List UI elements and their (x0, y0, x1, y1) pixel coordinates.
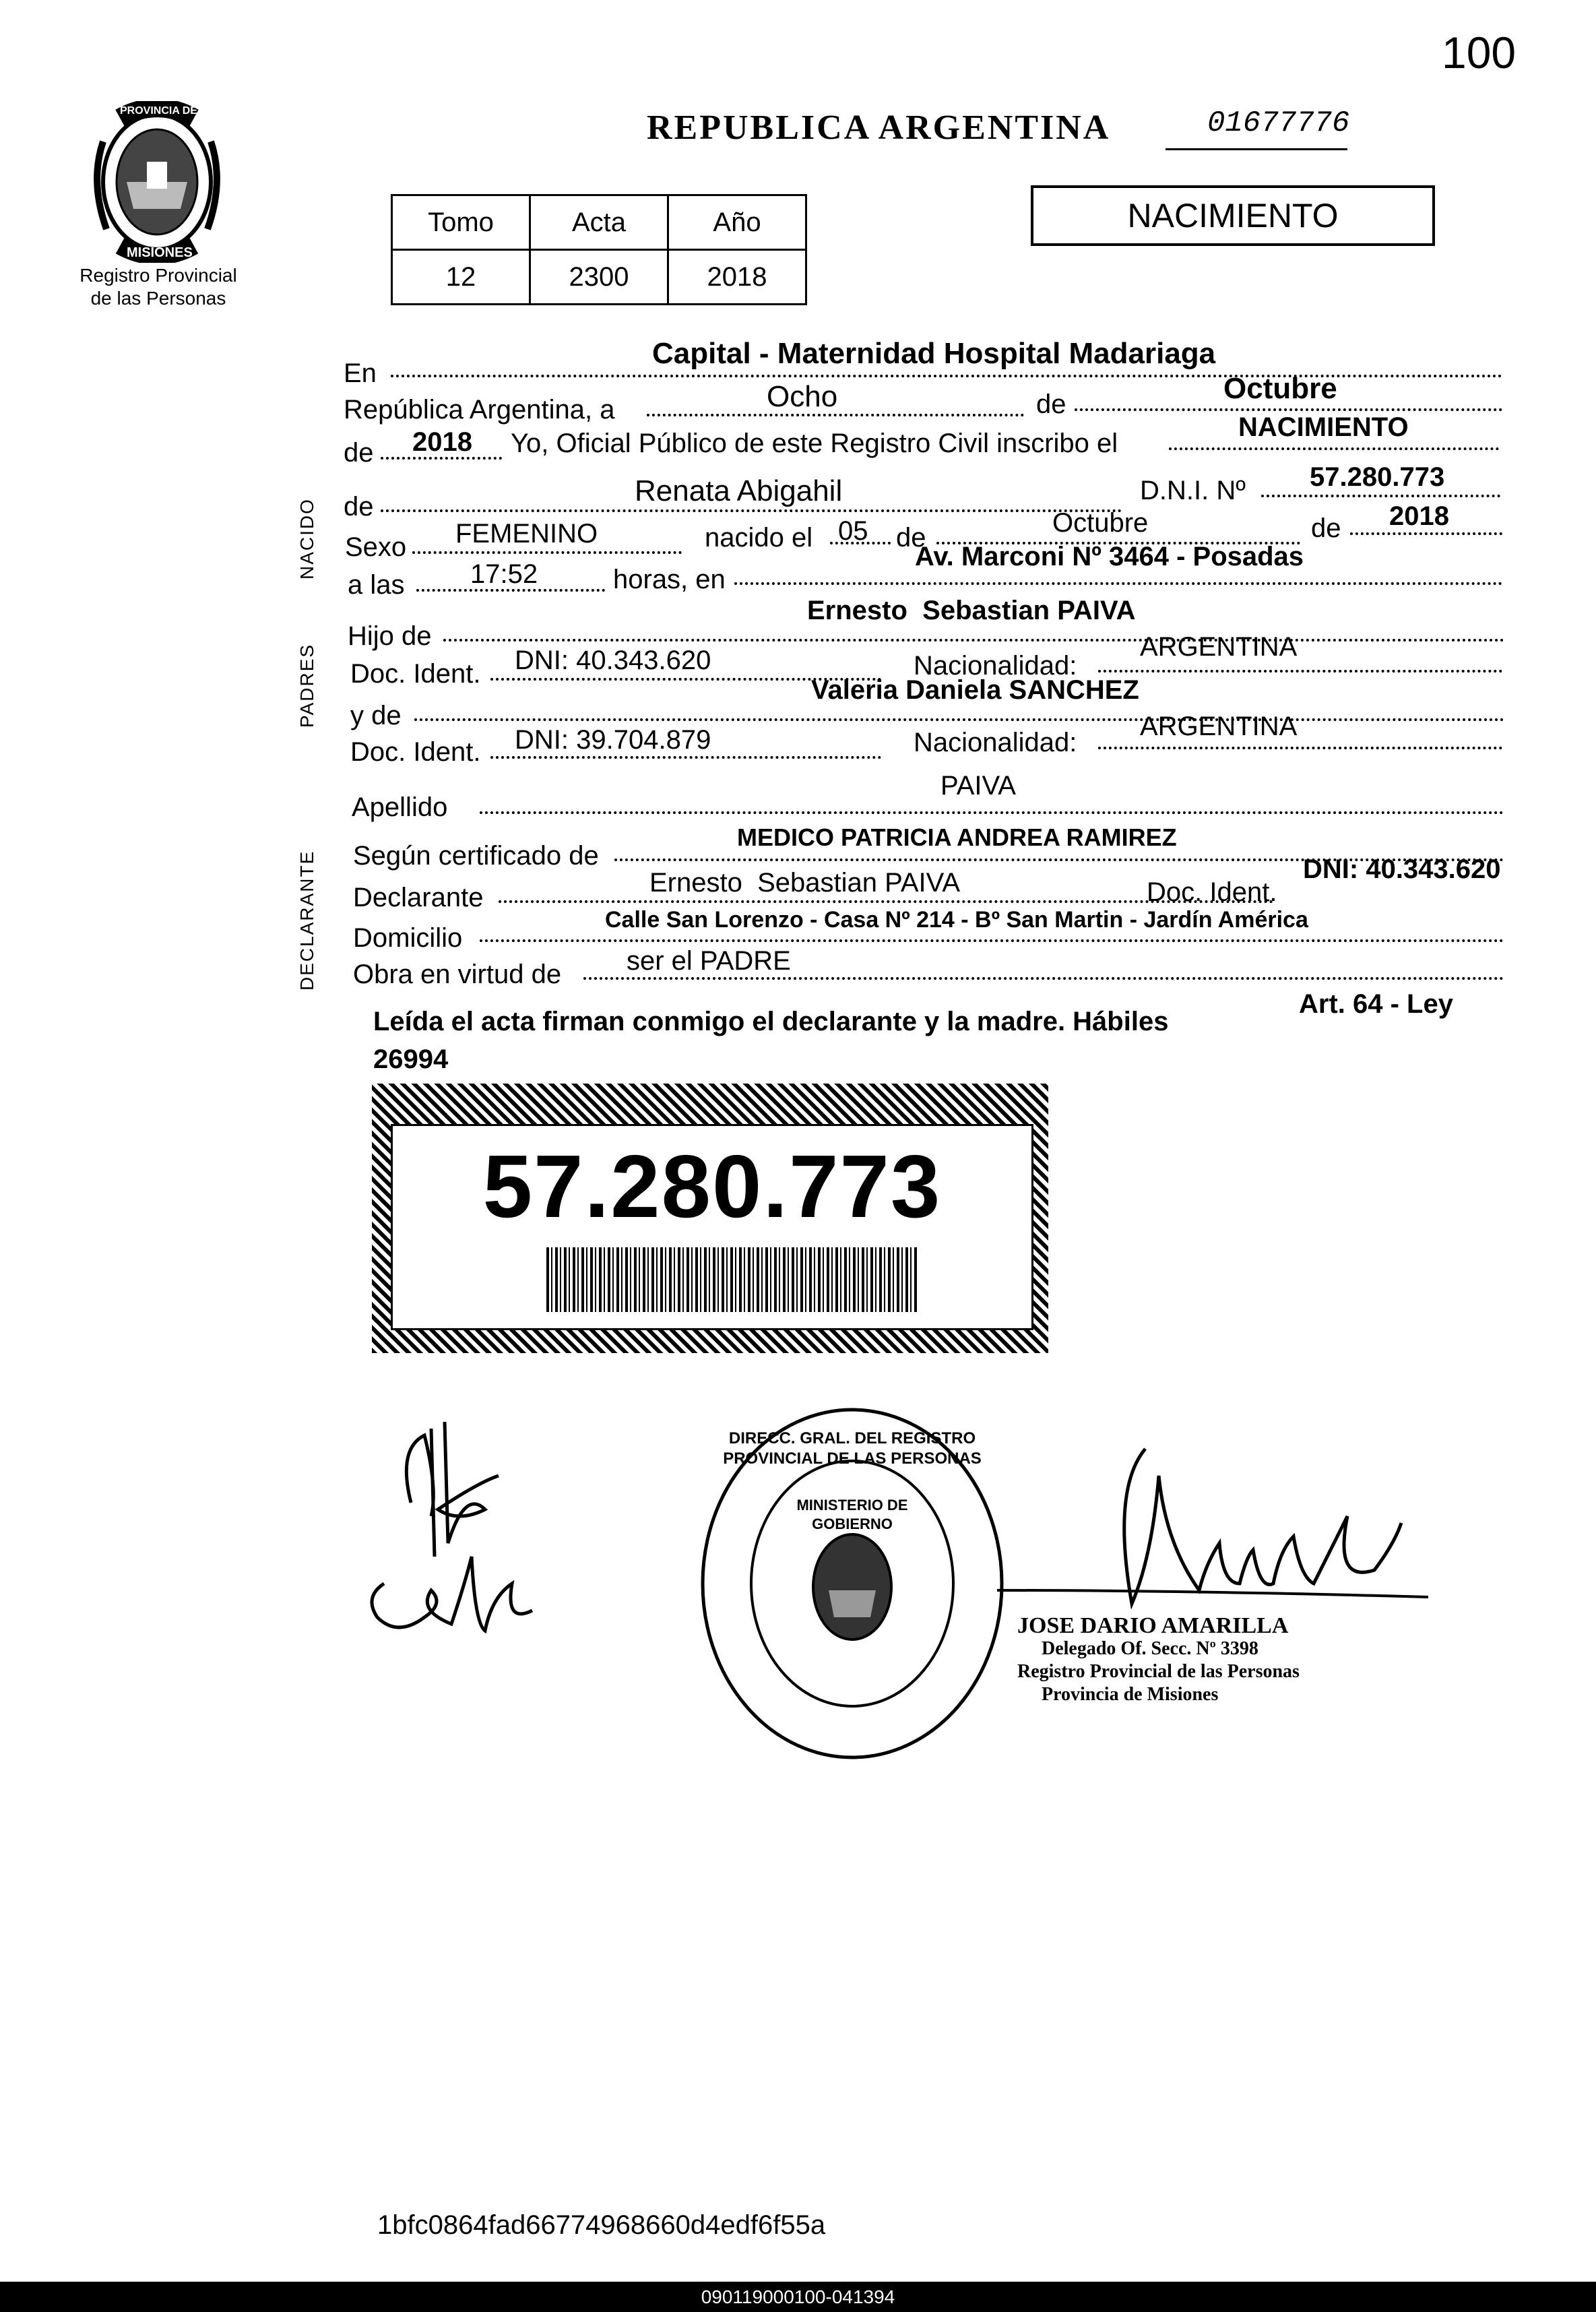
signature-mother (357, 1543, 559, 1654)
name-de-label: de (344, 492, 374, 522)
year-de-label: de (344, 438, 374, 468)
registry-name-line1: Registro Provincial (79, 265, 237, 286)
side-label-declarante: DECLARANTE (296, 850, 317, 991)
birth-place: Av. Marconi Nº 3464 - Posadas (915, 542, 1304, 571)
certificado-value: MEDICO PATRICIA ANDREA RAMIREZ (737, 823, 1177, 851)
anio-header: Año (668, 195, 806, 250)
stamp-ring-text: DIRECC. GRAL. DEL REGISTRO PROVINCIAL DE LAS PERSONAS (723, 1429, 982, 1468)
hour-value: 17:52 (470, 559, 538, 589)
law-number: 26994 (373, 1044, 449, 1074)
domicilio-dotted-line (480, 939, 1504, 942)
side-label-nacido: NACIDO (296, 498, 317, 580)
side-label-padres: PADRES (296, 643, 317, 728)
father-doc-label: Doc. Ident. (350, 659, 481, 689)
declarante-doc-label: Doc. Ident. (1147, 877, 1277, 907)
registry-name (61, 264, 256, 310)
registry-logo (79, 101, 234, 263)
month-value: Octubre (1223, 372, 1337, 405)
birth-month-de-label: de (896, 523, 926, 553)
hijo-de-label: Hijo de (348, 621, 432, 651)
mother-doc-label: Doc. Ident. (350, 737, 481, 767)
mother-nationality: ARGENTINA (1140, 712, 1298, 741)
sexo-label: Sexo (345, 532, 407, 562)
dni-sticker (372, 1084, 1048, 1353)
father-nationality-label: Nacionalidad: (914, 651, 1077, 681)
horas-en-label: horas, en (613, 565, 726, 594)
father-nationality: ARGENTINA (1140, 632, 1298, 662)
obra-dotted-line (583, 977, 1504, 980)
dni-label: D.N.I. Nº (1140, 476, 1246, 505)
country-title: REPUBLICA ARGENTINA (647, 108, 1111, 147)
birth-year-de-label: de (1311, 513, 1341, 543)
logo-bottom-text: MISIONES (127, 245, 193, 260)
footer-bar (0, 2282, 1596, 2312)
day-dotted-line (647, 414, 1024, 416)
father-name: Ernesto Sebastian PAIVA (807, 596, 1136, 625)
sexo-dotted-line (412, 551, 682, 554)
tomo-header: Tomo (392, 195, 530, 250)
a-las-label: a las (348, 570, 405, 600)
sexo-value: FEMENINO (455, 519, 598, 549)
dni-value: 57.280.773 (1310, 462, 1445, 492)
hash-code: 1bfc0864fad66774968660d4edf6f55a (377, 2210, 826, 2240)
official-title: Delegado Of. Secc. Nº 3398 (1042, 1638, 1258, 1659)
dni-sticker-number: 57.280.773 (482, 1137, 942, 1236)
obra-value: ser el PADRE (627, 946, 791, 976)
declarante-value: Ernesto Sebastian PAIVA (649, 868, 960, 898)
month-de-label: de (1036, 389, 1066, 419)
en-label: En (344, 358, 377, 388)
mother-doc: DNI: 39.704.879 (515, 725, 711, 755)
father-doc: DNI: 40.343.620 (515, 646, 711, 675)
declarante-label: Declarante (353, 883, 484, 912)
coat-of-arms-icon (79, 101, 234, 263)
barcode (546, 1247, 918, 1312)
inscribo-dotted-line (1169, 447, 1499, 450)
republica-label: República Argentina, a (344, 395, 615, 425)
signature-mother-icon (357, 1543, 559, 1651)
domicilio-value: Calle San Lorenzo - Casa Nº 214 - Bº San Martin - Jardín América (605, 907, 1308, 933)
birth-place-dotted-line (734, 582, 1502, 585)
tomo-header-row (392, 195, 806, 250)
dni-sticker-inner (391, 1124, 1033, 1330)
dni-dotted-line (1261, 495, 1500, 497)
serial-number: 01677776 (1207, 106, 1350, 140)
birth-month: Octubre (1052, 508, 1149, 538)
official-registry: Registro Provincial de las Personas (1017, 1661, 1300, 1682)
official-province: Provincia de Misiones (1042, 1684, 1219, 1705)
stamp-inner-text: MINISTERIO DE GOBIERNO (796, 1497, 908, 1532)
official-stamp (694, 1402, 1011, 1766)
registry-name-line2: de las Personas (90, 288, 226, 309)
father-nationality-dotted-line (1098, 670, 1502, 673)
tomo-value: 12 (392, 250, 530, 305)
birth-year-dotted-line (1350, 532, 1502, 535)
closing-text: Leída el acta firman conmigo el declarante y la madre. Hábiles (373, 1007, 1169, 1036)
day-words: Ocho (767, 380, 838, 413)
father-dotted-line (443, 639, 1504, 642)
serial-underline (1166, 148, 1347, 150)
birth-day: 05 (838, 516, 868, 546)
mother-nationality-label: Nacionalidad: (914, 728, 1077, 757)
act-type: NACIMIENTO (1127, 197, 1339, 235)
mother-doc-dotted-line (490, 756, 881, 759)
act-type-box (1031, 185, 1435, 246)
yo-text: Yo, Oficial Público de este Registro Civil inscribo el (511, 429, 1118, 458)
certificado-label: Según certificado de (353, 841, 599, 871)
footer-code: 090119000100-041394 (701, 2286, 895, 2307)
obra-label: Obra en virtud de (353, 960, 562, 989)
month-dotted-line (1075, 408, 1502, 411)
name-dotted-line (381, 509, 1122, 512)
apellido-label: Apellido (352, 792, 448, 822)
tomo-value-row (392, 250, 806, 305)
child-name: Renata Abigahil (635, 474, 843, 507)
apellido-dotted-line (480, 811, 1504, 814)
en-value: Capital - Maternidad Hospital Madariaga (652, 337, 1216, 370)
page-number: 100 (1442, 28, 1517, 77)
acta-value: 2300 (530, 250, 668, 305)
anio-value: 2018 (668, 250, 806, 305)
mother-nationality-dotted-line (1098, 747, 1502, 749)
y-de-label: y de (350, 701, 402, 730)
mother-dotted-line (414, 718, 1504, 721)
year-value: 2018 (412, 427, 472, 457)
inscribo-value: NACIMIENTO (1238, 412, 1409, 442)
acta-header: Acta (530, 195, 668, 250)
official-block (1017, 1615, 1300, 1706)
domicilio-label: Domicilio (353, 923, 463, 953)
mother-name: Valeria Daniela SANCHEZ (811, 675, 1139, 705)
apellido-value: PAIVA (940, 771, 1016, 801)
logo-top-text: PROVINCIA DE (120, 105, 197, 117)
birth-year: 2018 (1389, 501, 1449, 531)
article-ref: Art. 64 - Ley (1299, 989, 1453, 1019)
declarante-doc: DNI: 40.343.620 (1303, 854, 1501, 884)
tomo-table (391, 194, 807, 305)
nacido-el-label: nacido el (705, 523, 813, 553)
official-name: JOSE DARIO AMARILLA (1017, 1613, 1289, 1638)
